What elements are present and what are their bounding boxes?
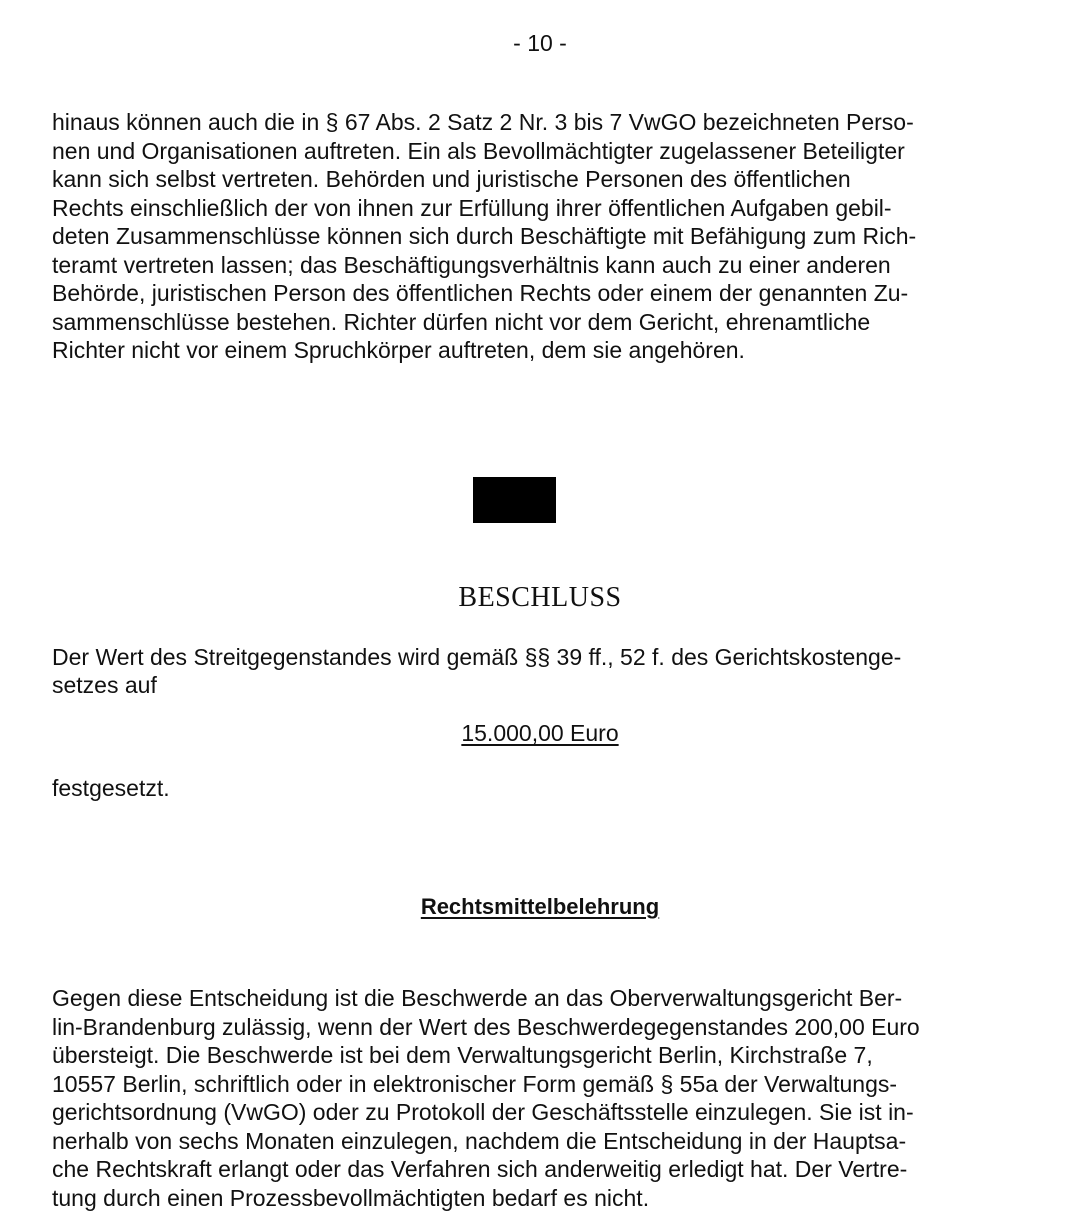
paragraph-line: nen und Organisationen auftreten. Ein als Bevollmächtigter zugelassener Beteiligter <box>52 137 905 164</box>
paragraph-line: lin-Brandenburg zulässig, wenn der Wert des Beschwerdegegenstandes 200,00 Euro <box>52 1013 920 1040</box>
paragraph-line: sammenschlüsse bestehen. Richter dürfen nicht vor dem Gericht, ehrenamtliche <box>52 308 871 335</box>
redaction-block <box>473 477 556 523</box>
paragraph-line: setzes auf <box>52 672 157 698</box>
paragraph-line: Richter nicht vor einem Spruchkörper auftreten, dem sie angehören. <box>52 337 745 363</box>
paragraph-line: tung durch einen Prozessbevollmächtigten bedarf es nicht. <box>52 1184 650 1211</box>
paragraph-line: Behörde, juristischen Person des öffentlichen Rechts oder einem der genannten Zu- <box>52 280 909 306</box>
paragraph-line: deten Zusammenschlüsse können sich durch Beschäftigte mit Befähigung zum Rich- <box>52 223 917 249</box>
paragraph-line: Gegen diese Entscheidung ist die Beschwerde an das Oberverwaltungsgericht Ber- <box>52 985 903 1011</box>
streitwert-amount: 15.000,00 Euro <box>461 720 619 746</box>
paragraph-line: gerichtsordnung (VwGO) oder zu Protokoll der Geschäftsstelle einzulegen. Sie ist in- <box>52 1099 914 1125</box>
rechtsmittel-heading: Rechtsmittelbelehrung <box>420 894 660 919</box>
paragraph-line: kann sich selbst vertreten. Behörden und juristische Personen des öffentlichen <box>52 166 851 192</box>
paragraph-line: nerhalb von sechs Monaten einzulegen, nachdem die Entscheidung in der Hauptsa- <box>52 1127 907 1154</box>
paragraph-line: 10557 Berlin, schriftlich oder in elektronischer Form gemäß § 55a der Verwaltungs- <box>52 1070 898 1097</box>
beschluss-closing: festgesetzt. <box>52 775 170 801</box>
paragraph-line: übersteigt. Die Beschwerde ist bei dem Verwaltungsgericht Berlin, Kirchstraße 7, <box>52 1042 873 1068</box>
paragraph-line: teramt vertreten lassen; das Beschäftigungsverhältnis kann auch zu einer anderen <box>52 251 891 278</box>
beschluss-heading: BESCHLUSS <box>458 582 622 613</box>
page-number: - 10 - <box>513 30 567 56</box>
paragraph-line: Der Wert des Streitgegenstandes wird gemäß §§ 39 ff., 52 f. des Gerichtskostenge- <box>52 644 902 670</box>
paragraph-line: Rechts einschließlich der von ihnen zur Erfüllung ihrer öffentlichen Aufgaben gebil- <box>52 194 892 221</box>
paragraph-line: che Rechtskraft erlangt oder das Verfahren sich anderweitig erledigt hat. Der Vertre- <box>52 1156 908 1182</box>
paragraph-line: hinaus können auch die in § 67 Abs. 2 Satz 2 Nr. 3 bis 7 VwGO bezeichneten Perso- <box>52 109 914 135</box>
